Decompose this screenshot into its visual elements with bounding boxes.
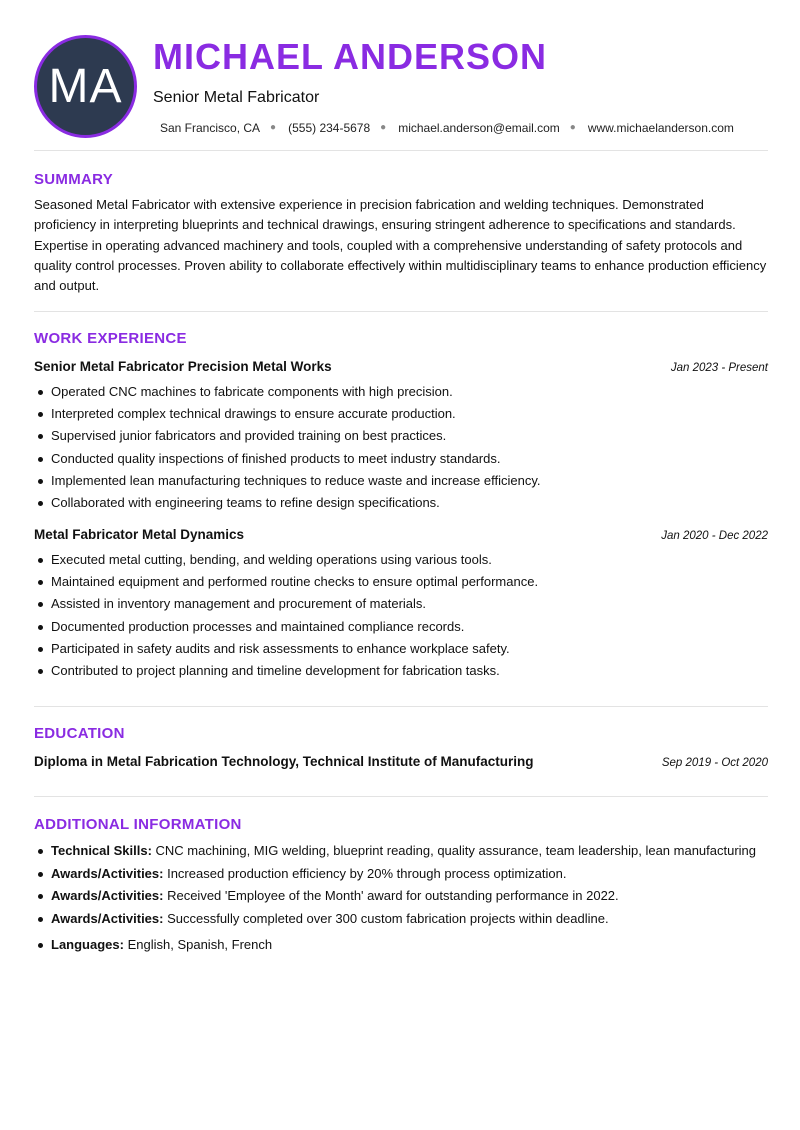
divider (34, 796, 768, 797)
list-item (51, 842, 768, 860)
summary-text: Seasoned Metal Fabricator with extensive experience in precision fabrication and welding techniques. Demonstrated proficiency in interpreting blueprints and technical drawings, ensuring stringent adherence to specifications and standards. Expertise in operating advanced machinery and tools, coupled with a comprehensive understanding of safety protocols and quality control processes. Proven ability to collaborate effectively within multidisciplinary teams to enhance production efficiency and output. (34, 197, 767, 294)
job-date: Jan 2020 - Dec 2022 (661, 530, 768, 542)
section-title-experience: WORK EXPERIENCE (34, 330, 187, 347)
item-text: CNC machining, MIG welding, blueprint reading, quality assurance, team leadership, lean manufacturing (151, 843, 757, 858)
job-date: Jan 2023 - Present (670, 362, 768, 374)
divider (34, 150, 768, 151)
job-header (34, 527, 768, 542)
job-title: Senior Metal Fabricator Precision Metal Works (34, 359, 332, 374)
list-item: Documented production processes and maintained compliance records. (51, 618, 768, 640)
item-text: English, Spanish, French (123, 936, 273, 952)
job-bullets (51, 383, 768, 516)
list-item: Collaborated with engineering teams to refine design specifications. (51, 494, 768, 516)
job-title: Metal Fabricator Metal Dynamics (34, 527, 245, 542)
candidate-name: MICHAEL ANDERSON (153, 36, 548, 77)
list-item (51, 910, 768, 928)
separator-dot-icon: ● (270, 122, 277, 133)
item-text: Increased production efficiency by 20% through process optimization. (163, 865, 567, 881)
list-item: Interpreted complex technical drawings to ensure accurate production. (51, 405, 768, 427)
item-label: Technical Skills: (51, 843, 152, 858)
list-item: Supervised junior fabricators and provided training on best practices. (51, 427, 768, 449)
list-item: Executed metal cutting, bending, and welding operations using various tools. (51, 551, 768, 573)
contact-website[interactable]: www.michaelanderson.com (587, 121, 734, 135)
contact-phone: (555) 234-5678 (288, 121, 371, 135)
list-item: Conducted quality inspections of finished products to meet industry standards. (51, 450, 768, 472)
list-item: Assisted in inventory management and procurement of materials. (51, 595, 768, 617)
item-text: Successfully completed over 300 custom fabrication projects within deadline. (163, 910, 609, 926)
section-title-education: EDUCATION (34, 725, 125, 742)
list-item: Implemented lean manufacturing techniques to reduce waste and increase efficiency. (51, 472, 768, 494)
avatar-initials: MA (48, 60, 123, 113)
item-label: Awards/Activities: (51, 910, 164, 926)
additional-info-list (51, 842, 768, 958)
list-item: Maintained equipment and performed routine checks to ensure optimal performance. (51, 573, 768, 595)
separator-dot-icon: ● (569, 122, 576, 133)
separator-dot-icon: ● (380, 122, 387, 133)
item-label: Awards/Activities: (51, 865, 164, 881)
item-label: Languages: (51, 936, 124, 952)
list-item (51, 887, 768, 905)
list-item: Operated CNC machines to fabricate components with high precision. (51, 383, 768, 405)
list-item: Participated in safety audits and risk assessments to enhance workplace safety. (51, 640, 768, 662)
education-date: Sep 2019 - Oct 2020 (661, 757, 768, 769)
education-degree: Diploma in Metal Fabrication Technology, Technical Institute of Manufacturing (34, 754, 534, 769)
contact-location: San Francisco, CA (160, 121, 261, 135)
avatar (34, 35, 137, 138)
divider (34, 706, 768, 707)
education-entry (34, 754, 768, 769)
section-title-summary: SUMMARY (34, 171, 114, 188)
contact-email[interactable]: michael.anderson@email.com (398, 121, 560, 135)
job-title-headline: Senior Metal Fabricator (153, 89, 320, 106)
list-item (51, 936, 768, 954)
contact-bar (160, 121, 734, 135)
item-text: Received 'Employee of the Month' award for outstanding performance in 2022. (163, 888, 619, 903)
job-bullets (51, 551, 768, 684)
job-header (34, 359, 768, 374)
divider (34, 311, 768, 312)
list-item: Contributed to project planning and timeline development for fabrication tasks. (51, 662, 768, 684)
list-item (51, 865, 768, 883)
item-label: Awards/Activities: (51, 888, 164, 903)
section-title-additional: ADDITIONAL INFORMATION (34, 816, 242, 833)
